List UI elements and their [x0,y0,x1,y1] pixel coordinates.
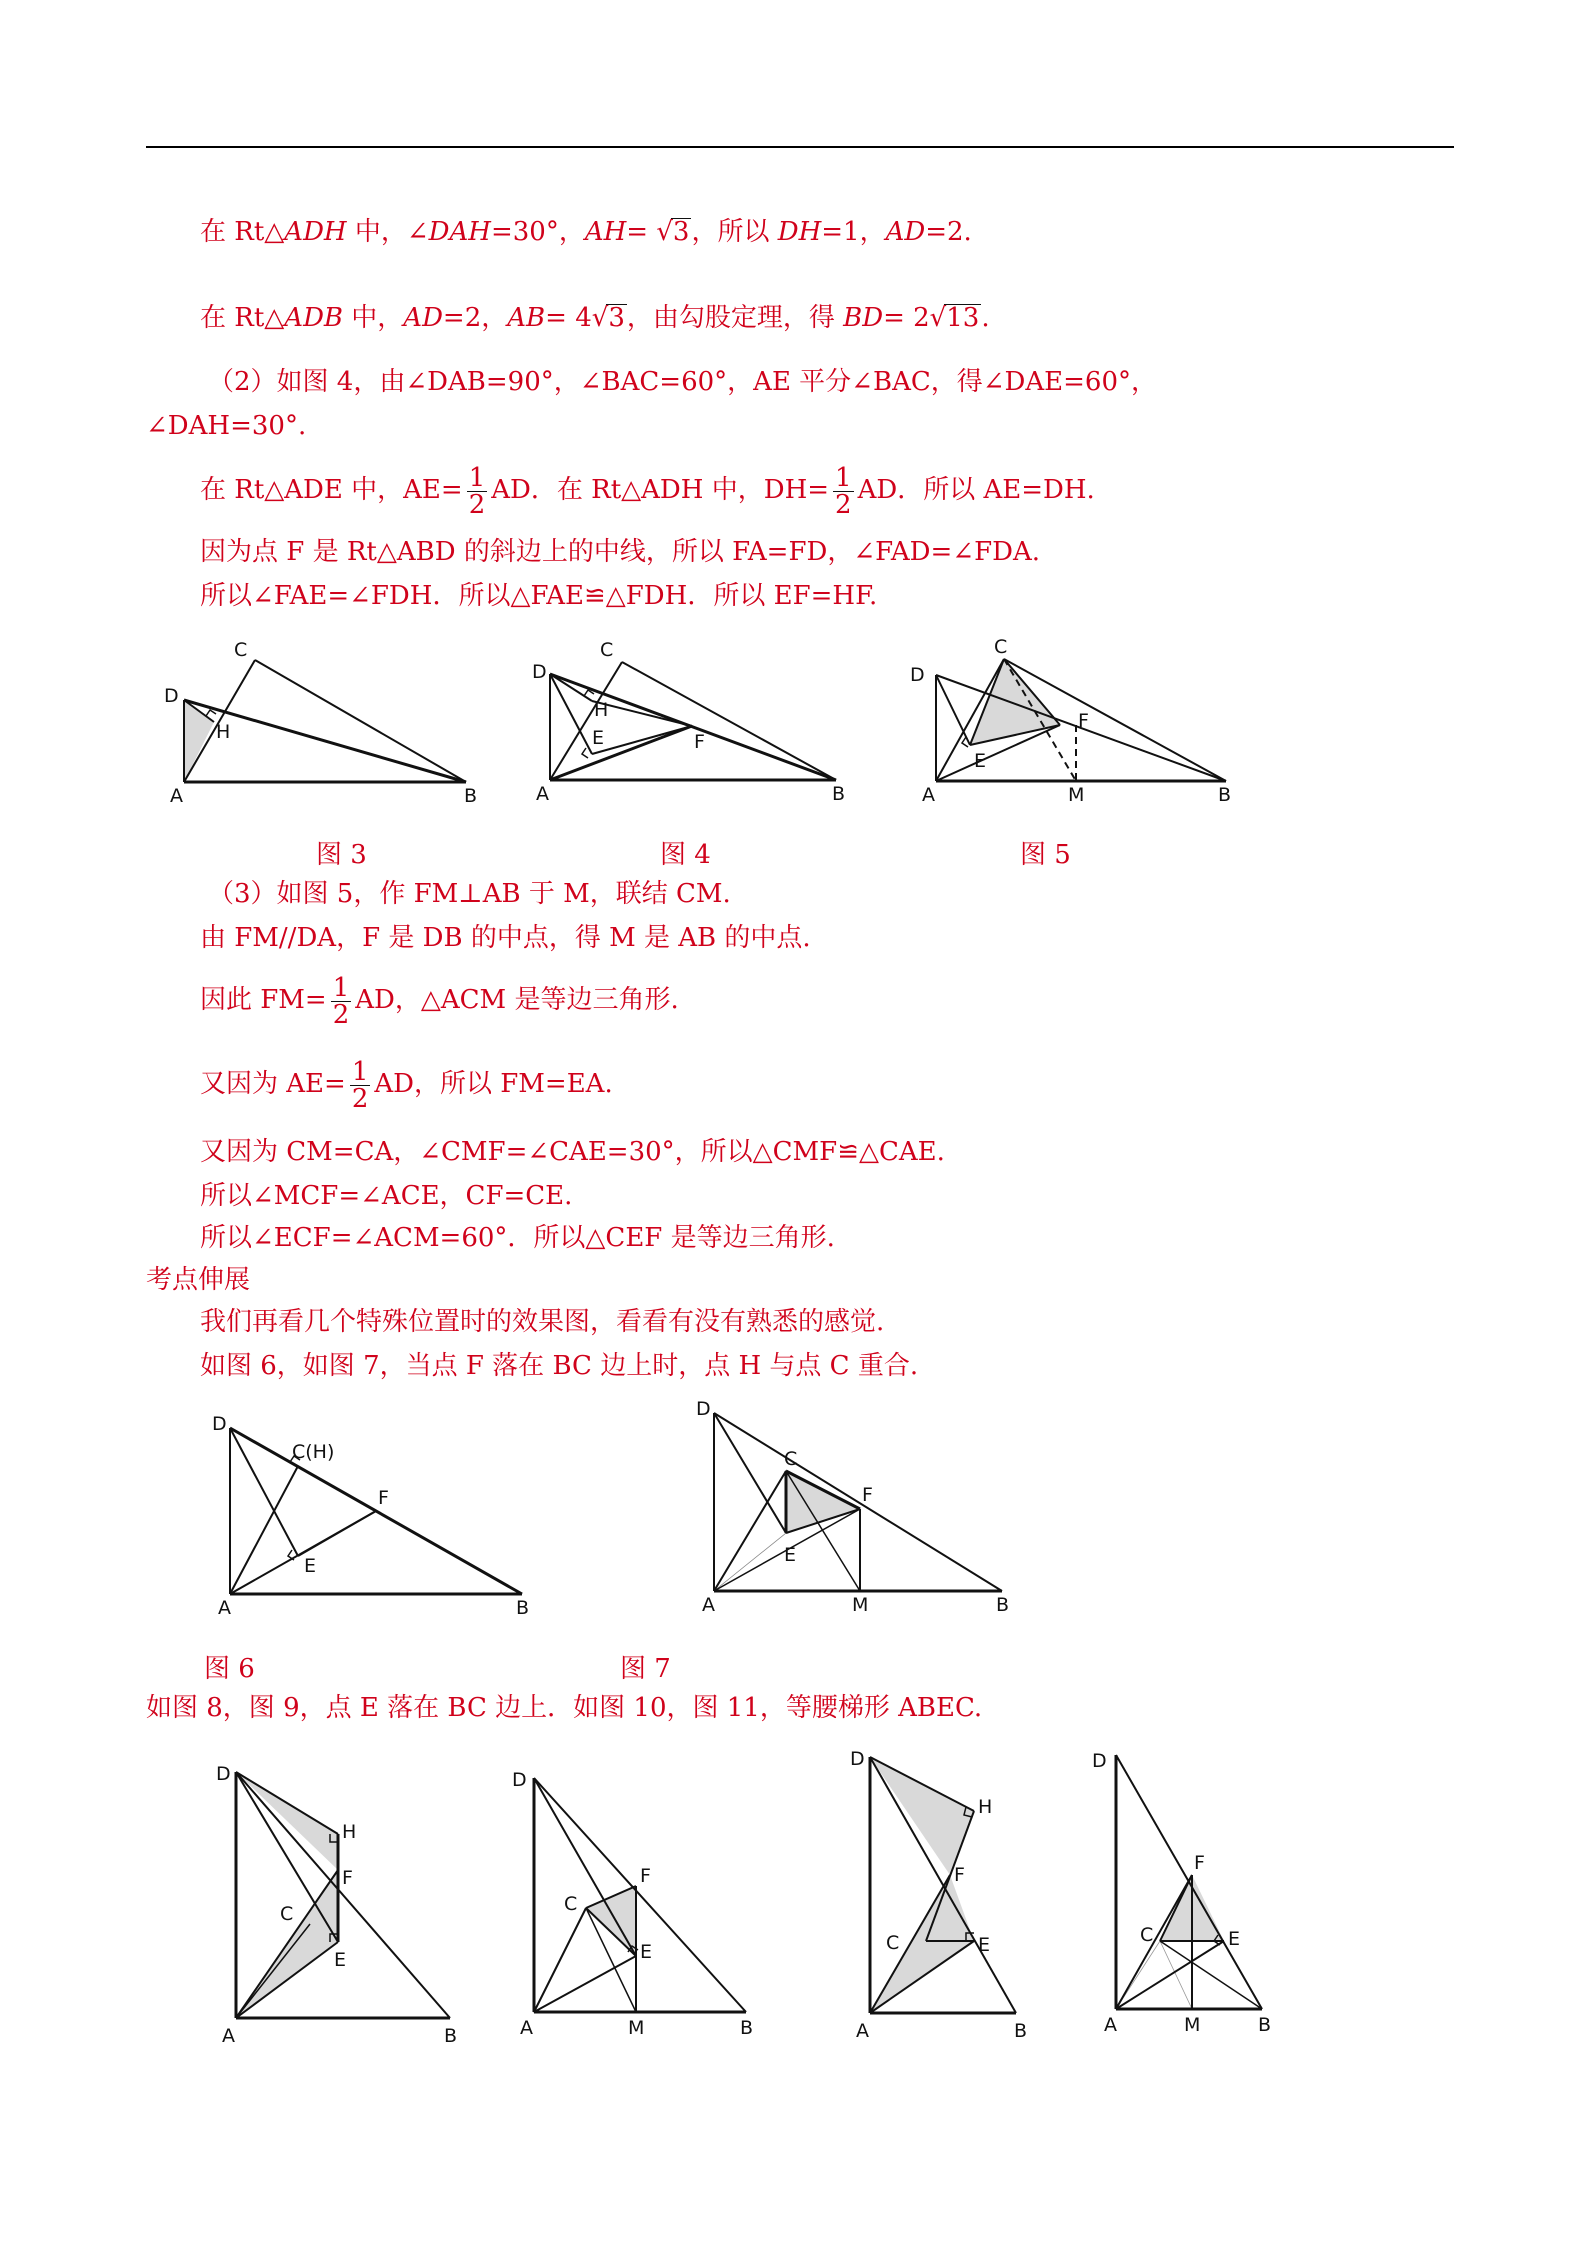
svg-text:D: D [1092,1750,1107,1772]
svg-text:B: B [996,1594,1010,1616]
text-line-6: 因为点 F 是 Rt△ABD 的斜边上的中线，所以 FA=FD，∠FAD=∠FDA. [200,537,1041,567]
svg-text:M: M [852,1594,869,1616]
fraction-half: $\frac{1}{2}$ [332,972,350,1030]
svg-text:B: B [464,785,478,807]
svg-text:C: C [886,1932,900,1954]
svg-text:F: F [342,1867,353,1889]
svg-text:A: A [222,2025,235,2047]
svg-text:C: C [600,639,614,661]
figure-5 [900,625,1240,810]
svg-text:F: F [640,1865,651,1887]
svg-text:D: D [164,685,179,707]
figure-3 [160,630,500,810]
svg-text:H: H [978,1796,993,1818]
svg-text:C: C [234,639,248,661]
figure-7 [690,1395,1050,1615]
figure-10 [840,1745,1060,2045]
figure-4 [530,630,870,810]
svg-text:F: F [378,1487,389,1509]
svg-text:D: D [216,1763,231,1785]
text-line-1: 在 Rt△ADH 中，∠DAH=30°，AH= √3，所以 DH=1，AD=2. [200,217,972,247]
svg-text:F: F [1194,1852,1205,1874]
figure-11 [1080,1745,1300,2045]
svg-text:C(H): C(H) [292,1441,335,1463]
svg-text:E: E [974,750,987,772]
svg-text:D: D [910,664,925,686]
fraction-half: $\frac{1}{2}$ [835,462,852,520]
svg-text:B: B [444,2025,458,2047]
section-heading: 考点伸展 [146,1265,251,1295]
svg-text:H: H [216,721,231,743]
text-line-5: 在 Rt△ADE 中，AE= $\frac{1}{2}$ AD．在 Rt△ADH 中，DH= $\frac{1}{2}$ AD．所以 AE=DH. [200,462,1095,520]
svg-text:A: A [1104,2014,1117,2036]
svg-text:H: H [594,699,609,721]
svg-text:M: M [1184,2014,1201,2036]
svg-text:E: E [592,727,605,749]
caption-figure-4: 图 4 [660,840,711,870]
svg-text:C: C [280,1903,294,1925]
caption-figure-7: 图 7 [620,1654,671,1684]
text-line-7: 所以∠FAE=∠FDH．所以△FAE≌△FDH．所以 EF=HF. [200,581,878,611]
svg-text:D: D [212,1413,227,1435]
svg-text:C: C [564,1893,578,1915]
svg-text:A: A [218,1597,231,1619]
svg-text:E: E [978,1934,991,1956]
svg-text:A: A [170,785,183,807]
svg-text:E: E [640,1941,653,1963]
svg-text:B: B [1014,2020,1028,2042]
svg-text:B: B [516,1597,530,1619]
svg-text:A: A [536,783,549,805]
svg-text:F: F [1078,710,1089,732]
svg-text:M: M [628,2017,645,2039]
svg-text:C: C [784,1448,798,1470]
svg-text:A: A [922,784,935,806]
svg-text:D: D [850,1748,865,1770]
fraction-half: $\frac{1}{2}$ [468,462,486,520]
text-line-18: 如图 8，图 9，点 E 落在 BC 边上．如图 10，图 11，等腰梯形 ABEC. [146,1693,983,1723]
svg-text:B: B [1218,784,1232,806]
text-line-9: 由 FM//DA，F 是 DB 的中点，得 M 是 AB 的中点. [200,923,811,953]
svg-text:E: E [304,1555,317,1577]
text-line-8: （3）如图 5，作 FM⊥AB 于 M，联结 CM. [208,879,731,909]
svg-text:E: E [334,1949,347,1971]
caption-figure-5: 图 5 [1020,840,1071,870]
svg-text:E: E [784,1544,797,1566]
fraction-half: $\frac{1}{2}$ [351,1056,369,1114]
text-line-17: 如图 6，如图 7，当点 F 落在 BC 边上时，点 H 与点 C 重合. [200,1351,919,1381]
text-line-3: （2）如图 4，由∠DAB=90°，∠BAC=60°，AE 平分∠BAC，得∠DAE=60°， [208,367,1158,397]
text-line-16: 我们再看几个特殊位置时的效果图，看看有没有熟悉的感觉. [200,1307,885,1337]
caption-figure-3: 图 3 [316,840,367,870]
text-line-13: 所以∠MCF=∠ACE，CF=CE. [200,1181,573,1211]
svg-text:F: F [862,1484,873,1506]
figure-8 [200,1760,480,2050]
header-rule [146,146,1454,148]
text-line-2: 在 Rt△ADB 中，AD=2，AB= 4√3，由勾股定理，得 BD= 2√13. [200,303,990,333]
svg-text:F: F [694,731,705,753]
svg-text:B: B [832,783,846,805]
svg-text:M: M [1068,784,1085,806]
svg-text:B: B [1258,2014,1272,2036]
svg-text:A: A [520,2017,533,2039]
svg-text:D: D [532,661,547,683]
svg-text:H: H [342,1821,357,1843]
caption-figure-6: 图 6 [204,1654,255,1684]
svg-text:D: D [696,1398,711,1420]
svg-text:A: A [856,2020,869,2042]
text-line-4: ∠DAH=30°. [146,411,307,441]
text-line-14: 所以∠ECF=∠ACM=60°．所以△CEF 是等边三角形. [200,1223,835,1253]
svg-text:C: C [1140,1924,1154,1946]
svg-text:F: F [954,1864,965,1886]
svg-text:A: A [702,1594,715,1616]
svg-text:E: E [1228,1928,1241,1950]
figure-9 [500,1760,780,2050]
text-line-11: 又因为 AE= $\frac{1}{2}$ AD，所以 FM=EA. [200,1056,613,1114]
text-line-10: 因此 FM= $\frac{1}{2}$ AD，△ACM 是等边三角形. [200,972,679,1030]
svg-text:D: D [512,1769,527,1791]
svg-text:B: B [740,2017,754,2039]
svg-text:C: C [994,636,1008,658]
text-line-12: 又因为 CM=CA，∠CMF=∠CAE=30°，所以△CMF≌△CAE. [200,1137,945,1167]
figure-6 [200,1400,560,1620]
